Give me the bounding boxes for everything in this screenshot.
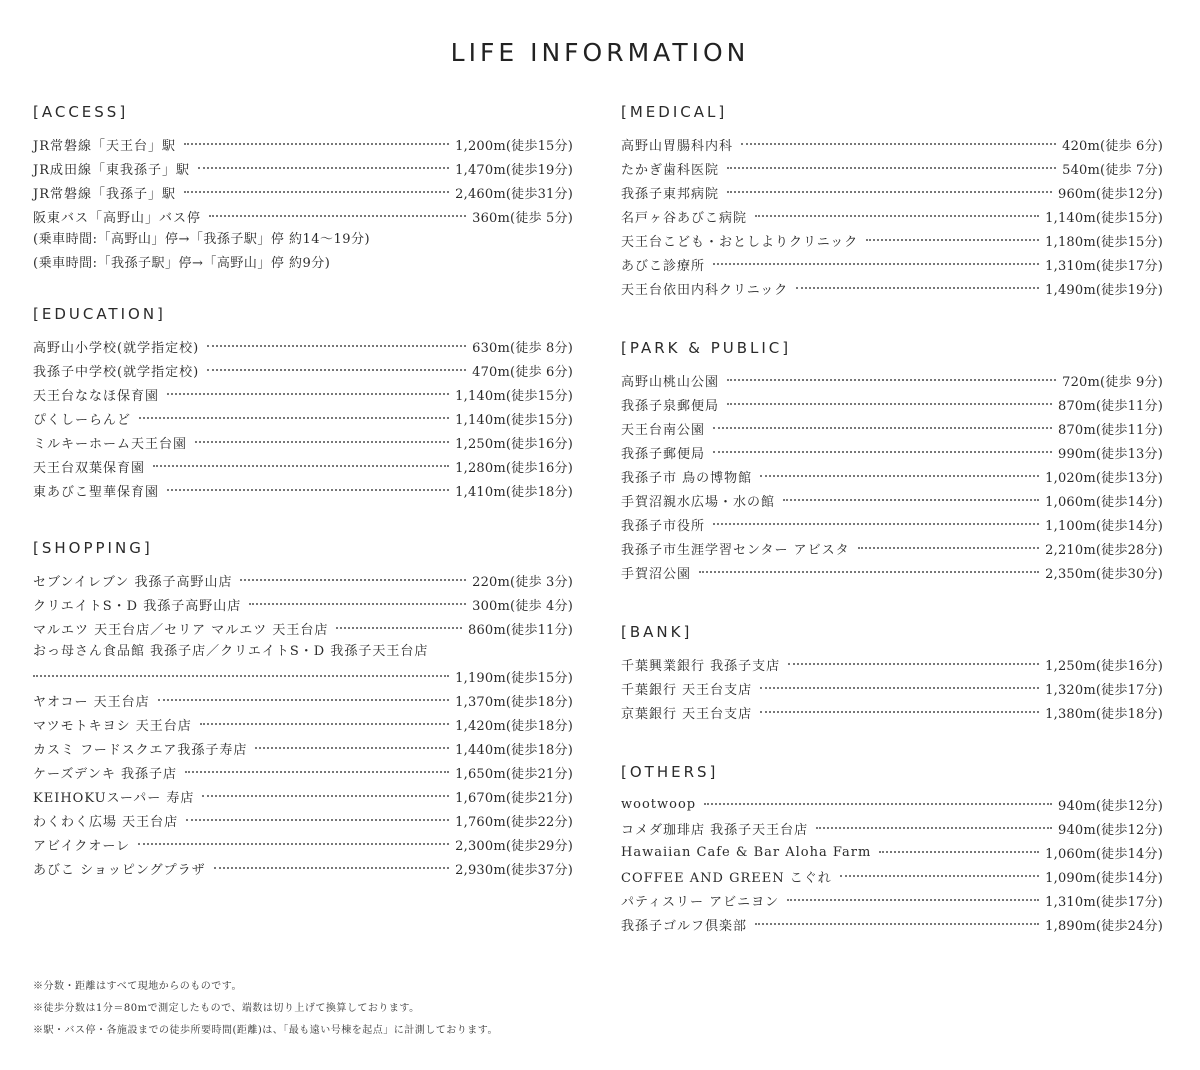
leader-dots (139, 417, 449, 419)
section-heading: [BANK] (621, 623, 693, 641)
leader-dots (858, 547, 1040, 549)
item-distance: 1,440m(徒歩18分) (455, 742, 573, 758)
item-name: JR常磐線「我孫子」駅 (33, 186, 176, 202)
leader-dots (158, 699, 450, 701)
section-access (33, 100, 573, 276)
item-name: 我孫子中学校(就学指定校) (33, 364, 200, 380)
item-distance: 990m(徒歩13分) (1057, 446, 1163, 462)
item-name: 天王台こども・おとしよりクリニック (621, 234, 859, 250)
item-distance: 1,200m(徒歩15分) (455, 138, 573, 154)
leader-dots (240, 579, 466, 581)
item-distance: 1,670m(徒歩21分) (455, 790, 573, 806)
item-distance: 1,100m(徒歩14分) (1045, 518, 1163, 534)
item-name: wootwoop (621, 796, 697, 812)
list-item (621, 440, 1163, 464)
leader-dots (704, 803, 1052, 805)
list-item (621, 652, 1163, 676)
item-name: 高野山胃腸科内科 (621, 138, 734, 154)
list-item (33, 760, 573, 784)
item-name: JR常磐線「天王台」駅 (33, 138, 176, 154)
item-distance: 1,760m(徒歩22分) (455, 814, 573, 830)
list-item (621, 204, 1163, 228)
item-distance: 2,350m(徒歩30分) (1045, 566, 1163, 582)
list-item (621, 252, 1163, 276)
leader-dots (840, 875, 1039, 877)
item-name: 東あびこ聖華保育園 (33, 484, 160, 500)
item-name: ヤオコー 天王台店 (33, 694, 150, 710)
leader-dots (713, 263, 1039, 265)
item-name: マルエツ 天王台店／セリア マルエツ 天王台店 (33, 622, 329, 638)
item-name: カスミ フードスクエア我孫子寿店 (33, 742, 248, 758)
leader-dots (255, 747, 449, 749)
item-name: JR成田線「東我孫子」駅 (33, 162, 190, 178)
leader-dots (727, 167, 1056, 169)
section-heading: [SHOPPING] (33, 539, 153, 557)
section-heading: [PARK & PUBLIC] (621, 339, 792, 357)
list-item (33, 688, 573, 712)
item-distance: 1,140m(徒歩15分) (455, 412, 573, 428)
item-name: 天王台ななほ保育園 (33, 388, 160, 404)
section-education (33, 302, 573, 502)
item-name: 我孫子ゴルフ倶楽部 (621, 918, 748, 934)
item-distance: 1,020m(徒歩13分) (1045, 470, 1163, 486)
item-name: 手賀沼公園 (621, 566, 692, 582)
item-distance: 420m(徒歩 6分) (1062, 138, 1163, 154)
item-distance: 1,650m(徒歩21分) (455, 766, 573, 782)
access-note: (乗車時間:「高野山」停→「我孫子駅」停 約14～19分) (33, 232, 371, 247)
leader-dots (186, 819, 449, 821)
item-name: Hawaiian Cafe & Bar Aloha Farm (621, 844, 872, 860)
item-name: 天王台南公園 (621, 422, 706, 438)
left-column (33, 100, 573, 906)
leader-dots (879, 851, 1039, 853)
item-name: わくわく広場 天王台店 (33, 814, 179, 830)
leader-dots (207, 345, 466, 347)
leader-dots (198, 167, 449, 169)
list-item (621, 228, 1163, 252)
item-name: 我孫子市役所 (621, 518, 706, 534)
item-name: ぴくしーらんど (33, 412, 132, 428)
list-item (33, 204, 573, 228)
item-name: 阪東バス「高野山」バス停 (33, 210, 202, 226)
list-item (33, 832, 573, 856)
list-item (621, 488, 1163, 512)
item-distance: 720m(徒歩 9分) (1062, 374, 1163, 390)
item-distance: 2,930m(徒歩37分) (455, 862, 573, 878)
item-distance: 220m(徒歩 3分) (472, 574, 573, 590)
list-item (33, 856, 573, 880)
leader-dots (153, 465, 449, 467)
list-item (621, 132, 1163, 156)
list-item (33, 406, 573, 430)
footnote: ※徒歩分数は1分＝80mで測定したもので、端数は切り上げて換算しております。 (33, 1003, 420, 1014)
leader-dots (185, 771, 449, 773)
list-item (621, 276, 1163, 300)
item-distance: 2,210m(徒歩28分) (1045, 542, 1163, 558)
item-name: 我孫子泉郵便局 (621, 398, 720, 414)
item-name: 千葉興業銀行 我孫子支店 (621, 658, 781, 674)
item-distance: 1,310m(徒歩17分) (1045, 894, 1163, 910)
item-distance: 2,300m(徒歩29分) (455, 838, 573, 854)
leader-dots (167, 393, 449, 395)
item-distance: 1,370m(徒歩18分) (455, 694, 573, 710)
item-name: コメダ珈琲店 我孫子天王台店 (621, 822, 809, 838)
leader-dots (33, 675, 449, 677)
list-item (621, 560, 1163, 584)
item-distance: 1,060m(徒歩14分) (1045, 494, 1163, 510)
item-distance: 1,380m(徒歩18分) (1045, 706, 1163, 722)
footnotes (33, 976, 733, 1042)
list-item (621, 180, 1163, 204)
item-name: COFFEE AND GREEN こぐれ (621, 870, 832, 886)
list-item (33, 712, 573, 736)
leader-dots (816, 827, 1052, 829)
list-item (621, 464, 1163, 488)
list-item (33, 358, 573, 382)
list-item (33, 478, 573, 502)
leader-dots (727, 191, 1052, 193)
item-distance: 470m(徒歩 6分) (472, 364, 573, 380)
leader-dots (214, 867, 450, 869)
item-distance: 630m(徒歩 8分) (472, 340, 573, 356)
leader-dots (200, 723, 449, 725)
item-distance: 1,140m(徒歩15分) (1045, 210, 1163, 226)
item-name: 手賀沼親水広場・水の館 (621, 494, 776, 510)
leader-dots (184, 191, 449, 193)
item-distance: 1,310m(徒歩17分) (1045, 258, 1163, 274)
list-item (621, 156, 1163, 180)
leader-dots (755, 923, 1039, 925)
item-distance: 1,420m(徒歩18分) (455, 718, 573, 734)
item-name: 京葉銀行 天王台支店 (621, 706, 753, 722)
leader-dots (336, 627, 462, 629)
leader-dots (713, 523, 1039, 525)
item-distance: 540m(徒歩 7分) (1062, 162, 1163, 178)
item-distance: 1,180m(徒歩15分) (1045, 234, 1163, 250)
item-distance: 940m(徒歩12分) (1057, 798, 1163, 814)
item-distance: 960m(徒歩12分) (1057, 186, 1163, 202)
list-item (621, 912, 1163, 936)
list-item (33, 334, 573, 358)
item-distance: 360m(徒歩 5分) (472, 210, 573, 226)
leader-dots (741, 143, 1056, 145)
item-distance: 1,060m(徒歩14分) (1045, 846, 1163, 862)
leader-dots (755, 215, 1039, 217)
leader-dots (713, 427, 1052, 429)
item-name: クリエイトS・D 我孫子高野山店 (33, 598, 242, 614)
item-distance: 1,410m(徒歩18分) (455, 484, 573, 500)
section-bank (621, 620, 1163, 724)
section-heading: [ACCESS] (33, 103, 129, 121)
leader-dots (138, 843, 449, 845)
list-item (621, 816, 1163, 840)
item-name: 我孫子郵便局 (621, 446, 706, 462)
item-name: ミルキーホーム天王台園 (33, 436, 188, 452)
page-title: LIFE INFORMATION (450, 38, 750, 67)
list-item (621, 700, 1163, 724)
section-park-public (621, 336, 1163, 584)
item-name: 名戸ヶ谷あびこ病院 (621, 210, 748, 226)
leader-dots (783, 499, 1039, 501)
leader-dots (167, 489, 449, 491)
item-name-wrapped: おっ母さん食品館 我孫子店／クリエイトS・D 我孫子天王台店 (33, 644, 429, 659)
section-heading: [OTHERS] (621, 763, 719, 781)
item-name: あびこ診療所 (621, 258, 706, 274)
leader-dots (866, 239, 1039, 241)
item-name: 我孫子市 鳥の博物館 (621, 470, 753, 486)
item-name: 高野山桃山公園 (621, 374, 720, 390)
item-name: 千葉銀行 天王台支店 (621, 682, 753, 698)
item-distance: 870m(徒歩11分) (1057, 422, 1163, 438)
item-distance: 1,090m(徒歩14分) (1045, 870, 1163, 886)
item-name: 我孫子市生涯学習センター アビスタ (621, 542, 850, 558)
leader-dots (202, 795, 449, 797)
item-name: マツモトキヨシ 天王台店 (33, 718, 192, 734)
item-name: セブンイレブン 我孫子高野山店 (33, 574, 233, 590)
list-item (621, 416, 1163, 440)
access-note: (乗車時間:「我孫子駅」停→「高野山」停 約9分) (33, 256, 331, 271)
item-name: 高野山小学校(就学指定校) (33, 340, 200, 356)
section-shopping (33, 536, 573, 880)
leader-dots (713, 451, 1052, 453)
item-name: 天王台依田内科クリニック (621, 282, 789, 298)
leader-dots (760, 711, 1039, 713)
item-name: ケーズデンキ 我孫子店 (33, 766, 177, 782)
list-item (621, 512, 1163, 536)
item-distance: 1,890m(徒歩24分) (1045, 918, 1163, 934)
list-item (621, 864, 1163, 888)
item-name: パティスリー アビニヨン (621, 894, 780, 910)
leader-dots (727, 403, 1052, 405)
item-distance: 300m(徒歩 4分) (472, 598, 573, 614)
leader-dots (249, 603, 466, 605)
list-item (621, 676, 1163, 700)
list-item (33, 664, 573, 688)
list-item (33, 736, 573, 760)
section-others (621, 760, 1163, 936)
leader-dots (184, 143, 449, 145)
leader-dots (760, 687, 1039, 689)
item-name: アビイクオーレ (33, 838, 131, 854)
list-item (33, 156, 573, 180)
leader-dots (796, 287, 1039, 289)
leader-dots (209, 215, 466, 217)
item-distance: 1,470m(徒歩19分) (455, 162, 573, 178)
right-column (621, 100, 1163, 962)
item-name: 天王台双葉保育園 (33, 460, 146, 476)
item-distance: 1,250m(徒歩16分) (455, 436, 573, 452)
list-item (621, 392, 1163, 416)
item-distance: 940m(徒歩12分) (1057, 822, 1163, 838)
list-item (33, 568, 573, 592)
item-distance: 2,460m(徒歩31分) (455, 186, 573, 202)
footnote: ※分数・距離はすべて現地からのものです。 (33, 981, 242, 992)
leader-dots (699, 571, 1039, 573)
list-item (33, 592, 573, 616)
footnote: ※駅・バス停・各施設までの徒歩所要時間(距離)は、「最も遠い号棟を起点」に計測しております。 (33, 1025, 499, 1036)
item-name: 我孫子東邦病院 (621, 186, 720, 202)
item-distance: 1,320m(徒歩17分) (1045, 682, 1163, 698)
item-distance: 1,140m(徒歩15分) (455, 388, 573, 404)
leader-dots (787, 899, 1039, 901)
leader-dots (760, 475, 1039, 477)
leader-dots (788, 663, 1039, 665)
item-distance: 1,490m(徒歩19分) (1045, 282, 1163, 298)
item-distance: 1,190m(徒歩15分) (455, 670, 573, 686)
list-item (33, 132, 573, 156)
item-distance: 1,250m(徒歩16分) (1045, 658, 1163, 674)
list-item (33, 454, 573, 478)
list-item (33, 784, 573, 808)
list-item (621, 368, 1163, 392)
list-item (621, 888, 1163, 912)
item-distance: 860m(徒歩11分) (467, 622, 573, 638)
list-item (33, 180, 573, 204)
leader-dots (727, 379, 1056, 381)
list-item (621, 792, 1163, 816)
leader-dots (207, 369, 466, 371)
item-name: たかぎ歯科医院 (621, 162, 720, 178)
list-item (621, 840, 1163, 864)
section-heading: [EDUCATION] (33, 305, 166, 323)
section-heading: [MEDICAL] (621, 103, 728, 121)
item-name: あびこ ショッピングプラザ (33, 862, 206, 878)
leader-dots (195, 441, 449, 443)
item-distance: 1,280m(徒歩16分) (455, 460, 573, 476)
item-distance: 870m(徒歩11分) (1057, 398, 1163, 414)
item-name: KEIHOKUスーパー 寿店 (33, 790, 195, 806)
list-item (33, 430, 573, 454)
section-medical (621, 100, 1163, 300)
list-item (33, 382, 573, 406)
list-item (33, 616, 573, 640)
list-item (33, 808, 573, 832)
list-item (621, 536, 1163, 560)
